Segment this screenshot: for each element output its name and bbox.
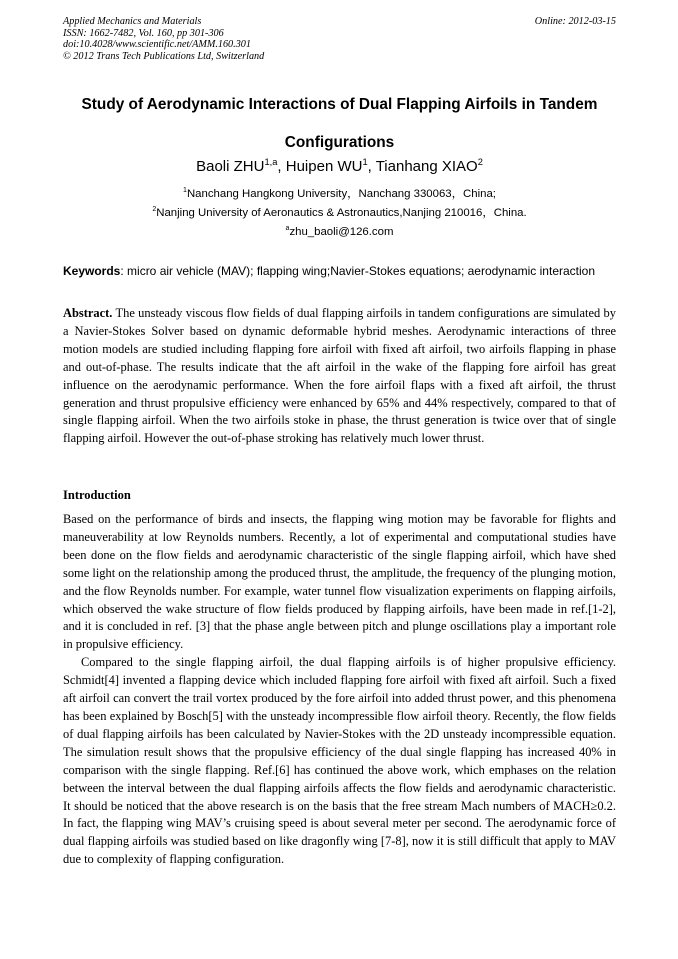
affiliation-1	[63, 187, 616, 201]
author-superscript: 1,a	[264, 157, 278, 167]
introduction-body	[63, 511, 616, 869]
author-email	[63, 225, 616, 239]
body-paragraph: Based on the performance of birds and insects, the flapping wing motion may be favorable for flights and maneuverability at low Reynolds numbers. Recently, a lot of experimental and computational studies have been done on the flow fields and aerodynamic characteristic of the single flapping airfoil, which have shed some light on the relationship among the produced thrust, the amplitude, the frequency of the plunging motion, and the flow Reynolds number. For example, water tunnel flow visualization experiments on flapping airfoils, which observed the wake structure of flow fields produced by flapping airfoils, have been made in ref.[1-2], and it is concluded in ref. [3] that the phase angle between pitch and plunge oscillations play a important role in propulsive efficiency.	[63, 512, 617, 652]
author-list: Baoli ZHU$^{1,a}$, Huipen $WU^1$, Tianhang XIAO$^2$	[196, 157, 483, 175]
affiliation-2	[63, 206, 616, 220]
keywords-label: Keywords	[63, 264, 121, 278]
affiliation-superscript: 1	[183, 187, 187, 195]
paper-title: Study of Aerodynamic Interactions of Dual Flapping Airfoils in Tandem Configurations	[81, 96, 598, 151]
issn-line: ISSN: 1662-7482, Vol. 160, pp 301-306	[63, 27, 224, 39]
email-superscript: a	[285, 225, 290, 233]
abstract-label: Abstract.	[63, 306, 113, 320]
affiliation-text: Nanchang Hangkong University，Nanchang 330063，China;	[186, 188, 496, 200]
abstract-block	[63, 305, 616, 448]
email-text[interactable]: zhu_baoli@126.com	[289, 226, 394, 238]
journal-name: Applied Mechanics and Materials	[63, 16, 202, 27]
author-name: Huipen WU	[285, 158, 363, 175]
introduction-heading: Introduction	[63, 488, 131, 502]
author-superscript: 1	[362, 157, 368, 167]
author-name: Baoli ZHU	[196, 158, 265, 175]
abstract-text: The unsteady viscous flow fields of dual flapping airfoils in tandem configurations are simulated by a Navier-Stokes Solver based on dynamic deformable hybrid meshes. Aerodynamic interactions of three motion models are studied including flapping fore airfoil with fixed aft airfoil, two airfoils flapping in phase and out-of-phase. The results indicate that the aft airfoil in the wake of the flapping fore airfoil has great influence on the aerodynamic performance. When the fore airfoil flaps with a fixed aft airfoil, the thrust generation and thrust propulsive efficiency were enhanced by 65% and 44% respectively, compared to that of single flapping airfoil. When the two airfoils stoke in phase, the thrust generation is twice over that of single flapping airfoil. However the out-of-phase stroking has relatively much lower thrust.	[63, 306, 616, 446]
journal-header	[63, 16, 616, 62]
affiliation-text: Nanjing University of Aeronautics & Astronautics,Nanjing 210016，China.	[156, 207, 527, 219]
online-date: Online: 2012-03-15	[534, 16, 616, 27]
author-name: Tianhang XIAO	[375, 158, 478, 175]
keywords-text: : micro air vehicle (MAV); flapping wing;Navier-Stokes equations; aerodynamic interaction	[120, 264, 596, 278]
author-superscript: 2	[477, 157, 483, 167]
body-paragraph: Compared to the single flapping airfoil, the dual flapping airfoils is of higher propulsive efficiency. Schmidt[4] invented a flapping device which included flapping fore airfoil with fixed aft airfoil. Such a fixed aft airfoil can convert the trail vortex produced by the fore airfoil into added thrust power, and this phenomena has been explained by Bosch[5] with the unsteady incompressible flow airfoil theory. Recently, the flow fields of dual flapping airfoils has been calculated by Navier-Stokes with the 2D unsteady incompressible equation. The simulation result shows that the propulsive efficiency of the dual single flapping has increased 40% in comparison with the single flapping. Ref.[6] has continued the above work, which emphases on the relation between the interval between the dual flapping airfoils affects the flow fields and aerodynamic characteristic. It should be noticed that the above research is on the basis that the free stream Mach numbers of MACH≥0.2. In fact, the flapping wing MAV’s cruising speed is about several meter per second. The aerodynamic force of dual flapping airfoils was studied based on like dragonfly wing [7-8], now it is still difficult that apply to MAV due to complexity of flapping configuration.	[63, 655, 616, 867]
keywords-block	[63, 263, 616, 280]
doi-line[interactable]: doi:10.4028/www.scientific.net/AMM.160.301	[63, 39, 251, 51]
affiliation-superscript: 2	[152, 206, 157, 214]
copyright-line: © 2012 Trans Tech Publications Ltd, Switzerland	[63, 50, 265, 62]
